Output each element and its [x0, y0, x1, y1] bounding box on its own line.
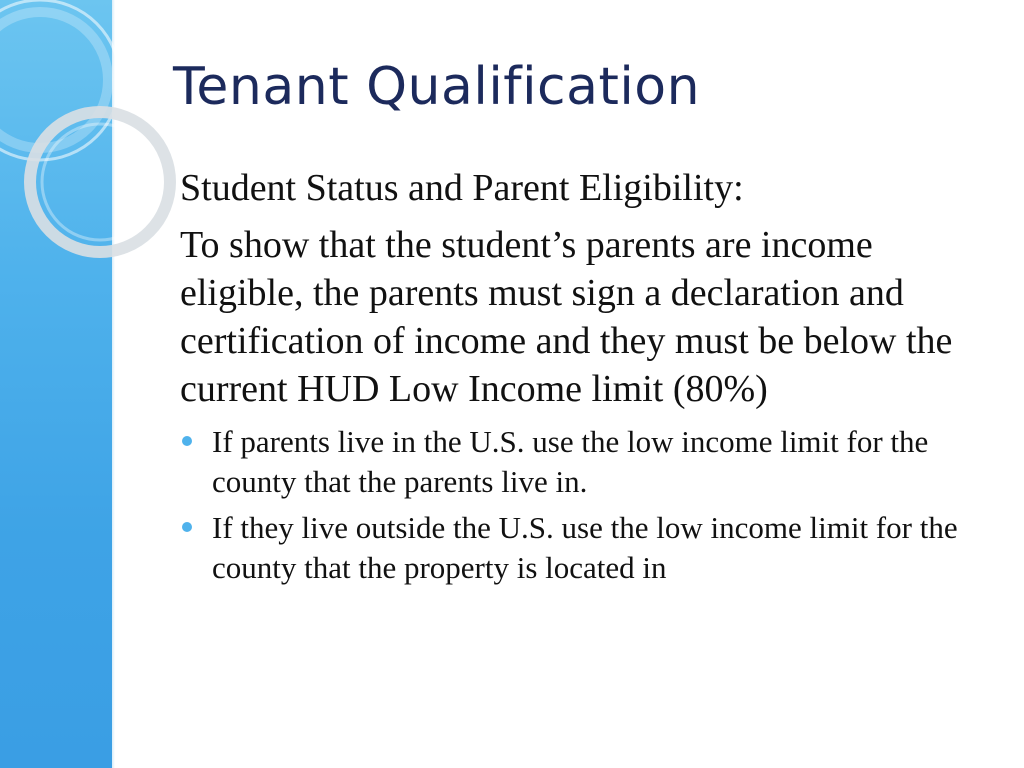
slide-body [180, 165, 1000, 595]
bullet-dot-icon [182, 436, 192, 446]
body-paragraph: To show that the student’s parents are income eligible, the parents must sign a declaration and certification of income and they must be below the current HUD Low Income limit (80%) [180, 223, 953, 411]
slide-title: Tenant Qualification [173, 57, 701, 117]
bullet-text: If they live outside the U.S. use the low income limit for the county that the property is located in [212, 510, 958, 586]
bullet-text: If parents live in the U.S. use the low income limit for the county that the parents live in. [212, 423, 929, 499]
side-panel-edge [112, 0, 115, 768]
bullet-item-2 [180, 508, 1000, 589]
bullet-item-1 [180, 422, 1000, 503]
subheading: Student Status and Parent Eligibility: [180, 167, 744, 209]
side-accent-panel [0, 0, 112, 768]
bullet-list [180, 422, 1000, 589]
bullet-dot-icon [182, 522, 192, 532]
